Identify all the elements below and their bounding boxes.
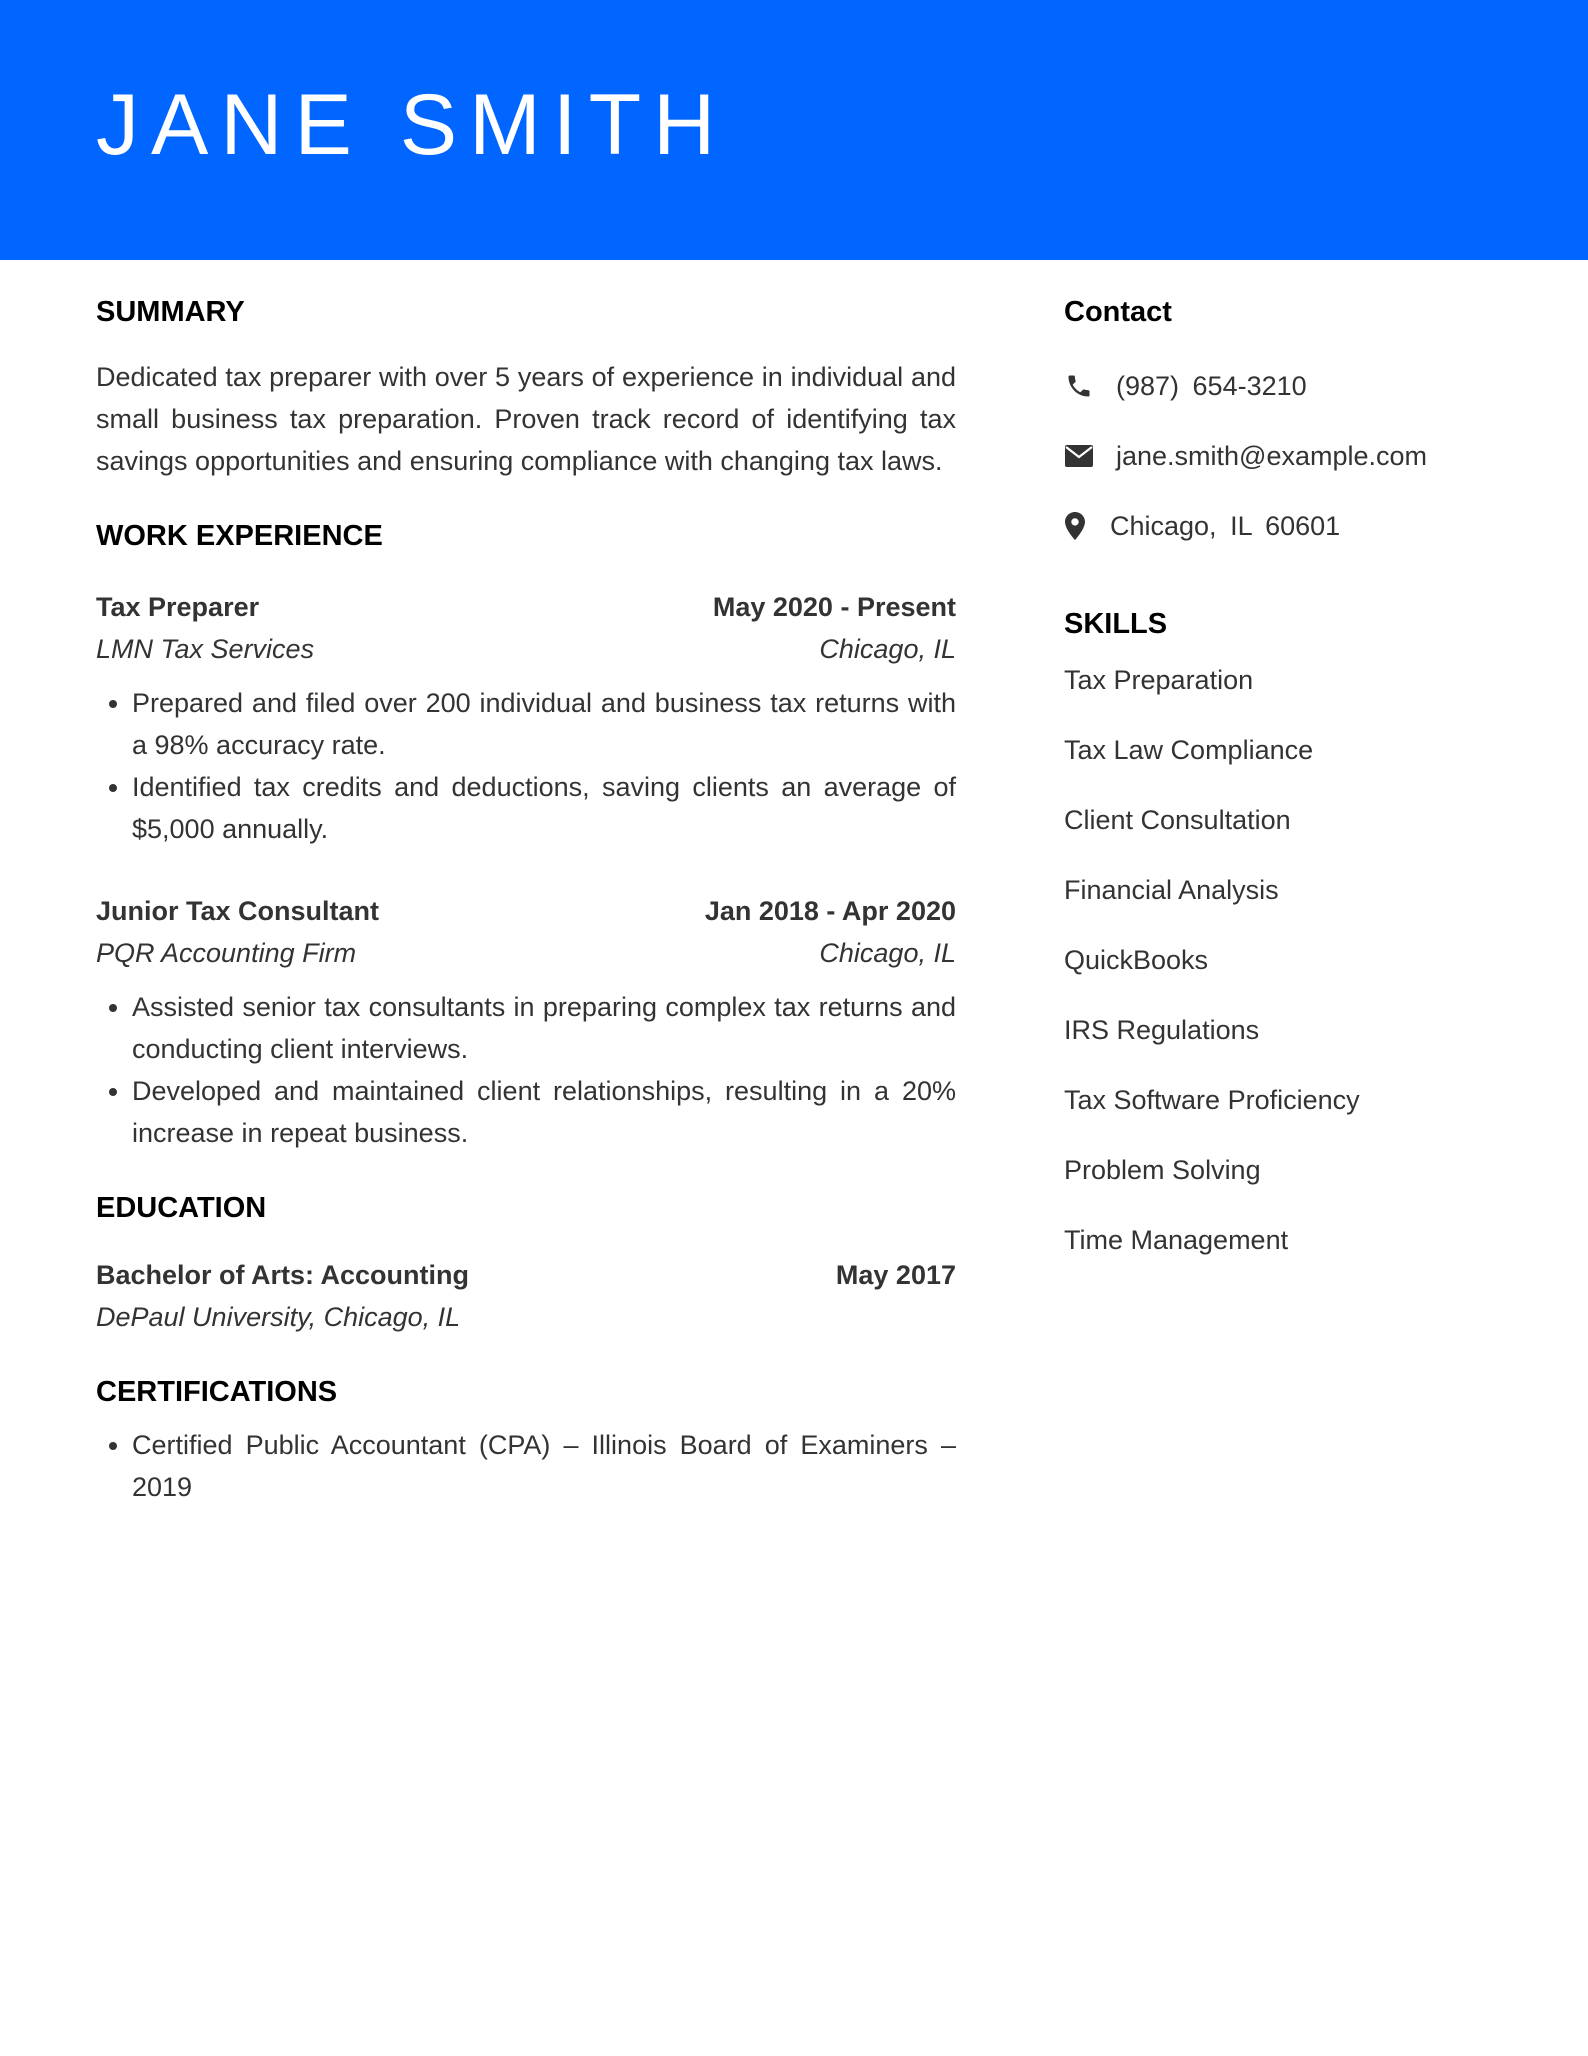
contact-location: [1064, 506, 1524, 546]
job-bullet: • Identified tax credits and deductions, saving clients an average of $5,000 annually.: [132, 766, 956, 850]
job-location: Chicago, IL: [819, 938, 956, 968]
skill-item: Tax Software Proficiency: [1064, 1085, 1360, 1115]
main-column: [96, 292, 956, 1508]
skill-item: Financial Analysis: [1064, 875, 1279, 905]
envelope-icon: [1064, 441, 1094, 471]
summary-section: [96, 292, 956, 482]
job-entry: [96, 586, 956, 850]
header-banner: [0, 0, 1588, 260]
skills-heading: SKILLS: [1064, 608, 1168, 640]
phone-icon: [1064, 371, 1094, 401]
contact-list: [1064, 366, 1524, 546]
skill-item: QuickBooks: [1064, 945, 1209, 975]
skill-item: Client Consultation: [1064, 805, 1291, 835]
job-bullet: • Prepared and filed over 200 individual and business tax returns with a 98% accuracy rate.: [132, 682, 956, 766]
skills-section: [1064, 604, 1524, 1260]
certification-item: • Certified Public Accountant (CPA) – Illinois Board of Examiners – 2019: [132, 1424, 956, 1508]
contact-section: [1064, 292, 1524, 546]
job-bullet: • Assisted senior tax consultants in preparing complex tax returns and conducting client interviews.: [132, 986, 956, 1070]
job-title-row: [96, 586, 956, 628]
skill-item: Time Management: [1064, 1225, 1289, 1255]
contact-email: [1064, 436, 1524, 476]
job-dates: May 2020 - Present: [712, 592, 956, 622]
job-bullets: [96, 986, 956, 1154]
contact-phone: [1064, 366, 1524, 406]
sidebar-column: [1064, 292, 1524, 1290]
degree-title: Bachelor of Arts: Accounting: [96, 1260, 470, 1290]
summary-heading: SUMMARY: [96, 296, 245, 328]
skills-list: [1064, 660, 1524, 1260]
job-title-row: [96, 890, 956, 932]
job-company-row: [96, 628, 956, 670]
job-entry: [96, 890, 956, 1154]
education-section: [96, 1188, 956, 1338]
job-company: PQR Accounting Firm: [96, 938, 357, 968]
certifications-list: [96, 1424, 956, 1508]
job-company-row: [96, 932, 956, 974]
skill-item: IRS Regulations: [1064, 1015, 1260, 1045]
education-heading: EDUCATION: [96, 1192, 267, 1224]
job-title: Tax Preparer: [96, 592, 260, 622]
phone-number[interactable]: (987) 654-3210: [1116, 370, 1307, 401]
work-experience-section: [96, 516, 956, 1154]
job-bullets: [96, 682, 956, 850]
education-entry: [96, 1254, 956, 1338]
contact-heading: Contact: [1064, 296, 1172, 328]
certifications-section: [96, 1372, 956, 1508]
skill-item: Tax Law Compliance: [1064, 735, 1314, 765]
school-name: DePaul University, Chicago, IL: [96, 1302, 461, 1332]
candidate-name: JANE SMITH: [96, 77, 728, 173]
job-dates: Jan 2018 - Apr 2020: [704, 896, 956, 926]
summary-text: Dedicated tax preparer with over 5 years of experience in individual and small business tax preparation. Proven track record of identifying tax savings opportunities and ensuring compliance with changing tax laws.: [96, 362, 956, 476]
school-row: [96, 1296, 956, 1338]
skill-item: Problem Solving: [1064, 1155, 1261, 1185]
job-location: Chicago, IL: [819, 634, 956, 664]
job-bullet: • Developed and maintained client relationships, resulting in a 20% increase in repeat business.: [132, 1070, 956, 1154]
map-marker-icon: [1064, 511, 1086, 541]
job-company: LMN Tax Services: [96, 634, 315, 664]
degree-row: [96, 1254, 956, 1296]
certifications-heading: CERTIFICATIONS: [96, 1376, 338, 1408]
job-title: Junior Tax Consultant: [96, 896, 380, 926]
skill-item: Tax Preparation: [1064, 665, 1254, 695]
email-address[interactable]: jane.smith@example.com: [1116, 440, 1428, 471]
graduation-date: May 2017: [835, 1260, 956, 1290]
work-experience-heading: WORK EXPERIENCE: [96, 520, 383, 552]
location-text: Chicago, IL 60601: [1110, 510, 1341, 541]
